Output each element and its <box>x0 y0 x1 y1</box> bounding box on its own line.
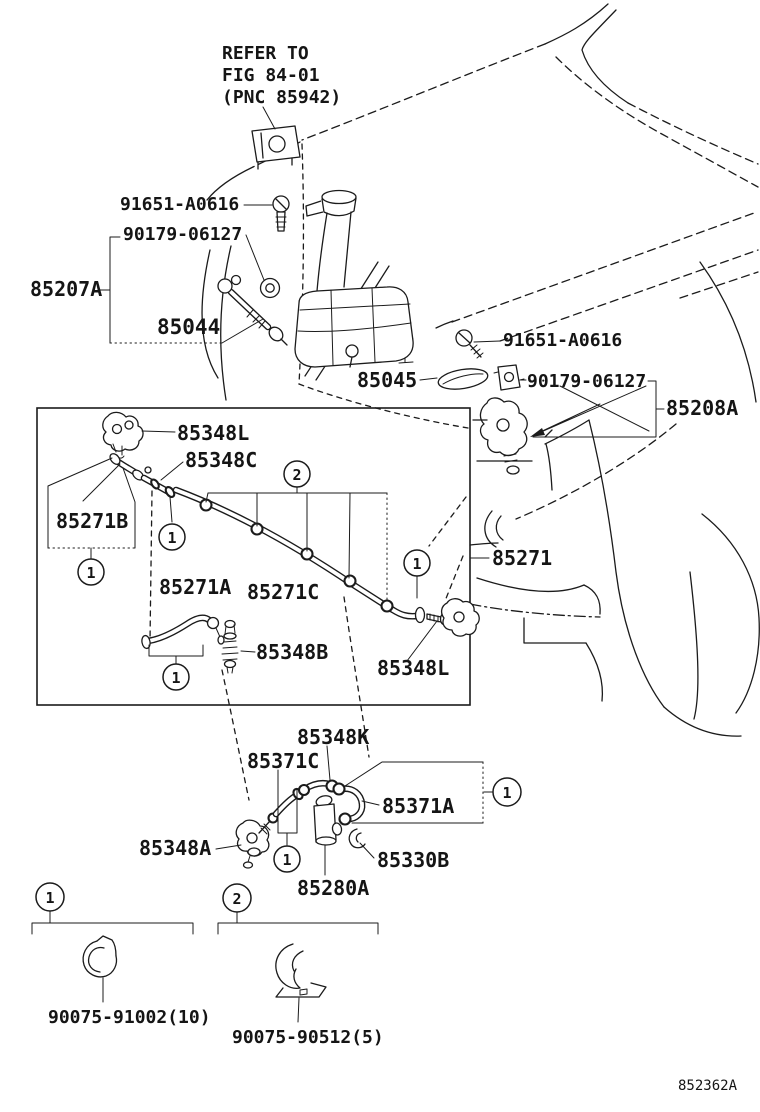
label-91651-A0616-right: 91651-A0616 <box>503 330 623 351</box>
figure-code: 852362A <box>678 1078 738 1094</box>
label-90179-06127-left: 90179-06127 <box>123 224 243 245</box>
callout-number: 1 <box>502 784 512 802</box>
screw-left-drawing <box>273 196 289 231</box>
label-85348L-bottom: 85348L <box>377 656 450 680</box>
label-85348K: 85348K <box>297 725 370 749</box>
label-85348C: 85348C <box>185 448 258 472</box>
dashed-leader-left <box>222 670 249 800</box>
refer-note-line1: REFER TO <box>222 43 309 64</box>
callout-number: 1 <box>167 529 177 547</box>
callout-number: 1 <box>282 851 292 869</box>
label-90075-91002: 90075-91002(10) <box>48 1007 211 1028</box>
grommet-right-drawing <box>494 365 524 390</box>
labels <box>30 43 738 1094</box>
grommet-left-drawing <box>261 279 280 298</box>
label-85280A: 85280A <box>297 876 370 900</box>
label-85207A: 85207A <box>30 277 103 301</box>
label-85348B: 85348B <box>256 640 329 664</box>
callout-number: 2 <box>232 890 242 908</box>
label-91651-A0616-left: 91651-A0616 <box>120 194 240 215</box>
nozzle-85208A-drawing <box>473 398 532 474</box>
label-85371C: 85371C <box>247 749 320 773</box>
label-85045: 85045 <box>357 368 418 392</box>
callout-number: 1 <box>171 669 181 687</box>
label-85330B: 85330B <box>377 848 450 872</box>
screw-right-drawing <box>456 330 483 358</box>
refer-note-line3: (PNC 85942) <box>222 87 342 108</box>
label-85348L-top: 85348L <box>177 421 250 445</box>
label-85271B: 85271B <box>56 509 129 533</box>
refer-note-line2: FIG 84-01 <box>222 65 320 86</box>
jet-85045-drawing <box>437 366 489 393</box>
label-85208A: 85208A <box>666 396 739 420</box>
callout-number: 1 <box>45 889 55 907</box>
callout-number: 2 <box>292 466 302 484</box>
callout-number: 1 <box>412 555 422 573</box>
label-85371A: 85371A <box>382 794 455 818</box>
legend-art <box>32 911 378 1022</box>
callout-number: 1 <box>86 564 96 582</box>
cowl-clip-drawing <box>252 126 300 169</box>
label-85271: 85271 <box>492 546 553 570</box>
label-85271C: 85271C <box>247 580 320 604</box>
label-85271A: 85271A <box>159 575 232 599</box>
detail-box-content <box>48 412 479 673</box>
label-85348A: 85348A <box>139 836 212 860</box>
label-90075-90512: 90075-90512(5) <box>232 1027 384 1048</box>
washer-reservoir-drawing <box>295 191 413 368</box>
label-90179-06127-right: 90179-06127 <box>527 371 647 392</box>
label-85044: 85044 <box>157 315 221 339</box>
